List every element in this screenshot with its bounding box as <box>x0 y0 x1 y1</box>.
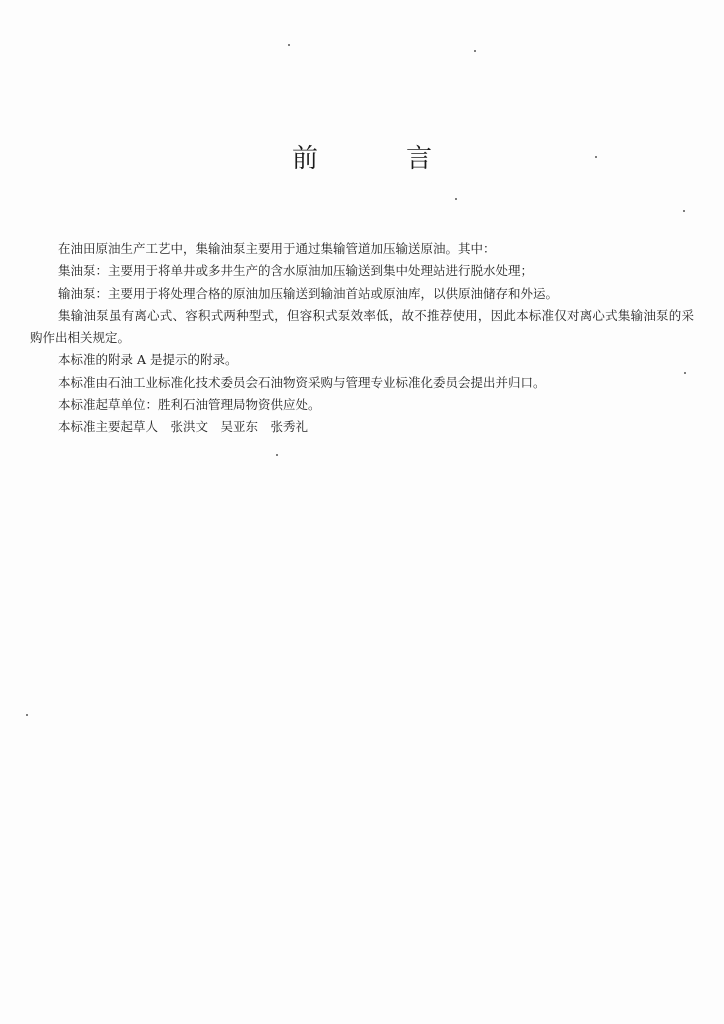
paragraph-appendix: 本标准的附录 A 是提示的附录。 <box>58 352 238 368</box>
paragraph-gathering-pump: 集油泵：主要用于将单井或多井生产的含水原油加压输送到集中处理站进行脱水处理； <box>58 263 534 279</box>
scan-speck <box>26 714 28 716</box>
scan-speck <box>683 210 685 212</box>
paragraph-drafting-unit: 本标准起草单位：胜利石油管理局物资供应处。 <box>58 397 321 413</box>
paragraph-intro: 在油田原油生产工艺中，集输油泵主要用于通过集输管道加压输送原油。其中： <box>58 241 496 256</box>
foreword-body <box>30 238 694 439</box>
scan-speck <box>455 198 457 200</box>
page-title <box>0 138 724 175</box>
paragraph-drafters: 本标准主要起草人 张洪文 吴亚东 张秀礼 <box>58 419 309 435</box>
title-char-2: 言 <box>406 144 433 174</box>
paragraph-transfer-pump: 输油泵：主要用于将处理合格的原油加压输送到输油首站或原油库，以供原油储存和外运。 <box>58 285 559 301</box>
scan-speck <box>276 454 278 456</box>
title-char-1: 前 <box>291 144 318 174</box>
paragraph-proposer: 本标准由石油工业标准化技术委员会石油物资采购与管理专业标准化委员会提出并归口。 <box>58 374 546 390</box>
scan-speck <box>288 44 290 46</box>
scan-speck <box>684 372 686 374</box>
scan-speck <box>595 156 597 158</box>
scan-speck <box>474 50 476 52</box>
paragraph-pump-types: 集输油泵虽有离心式、容积式两种型式，但容积式泵效率低，故不推荐使用，因此本标准仅对离心式集输油泵的采购作出相关规定。 <box>30 307 694 346</box>
